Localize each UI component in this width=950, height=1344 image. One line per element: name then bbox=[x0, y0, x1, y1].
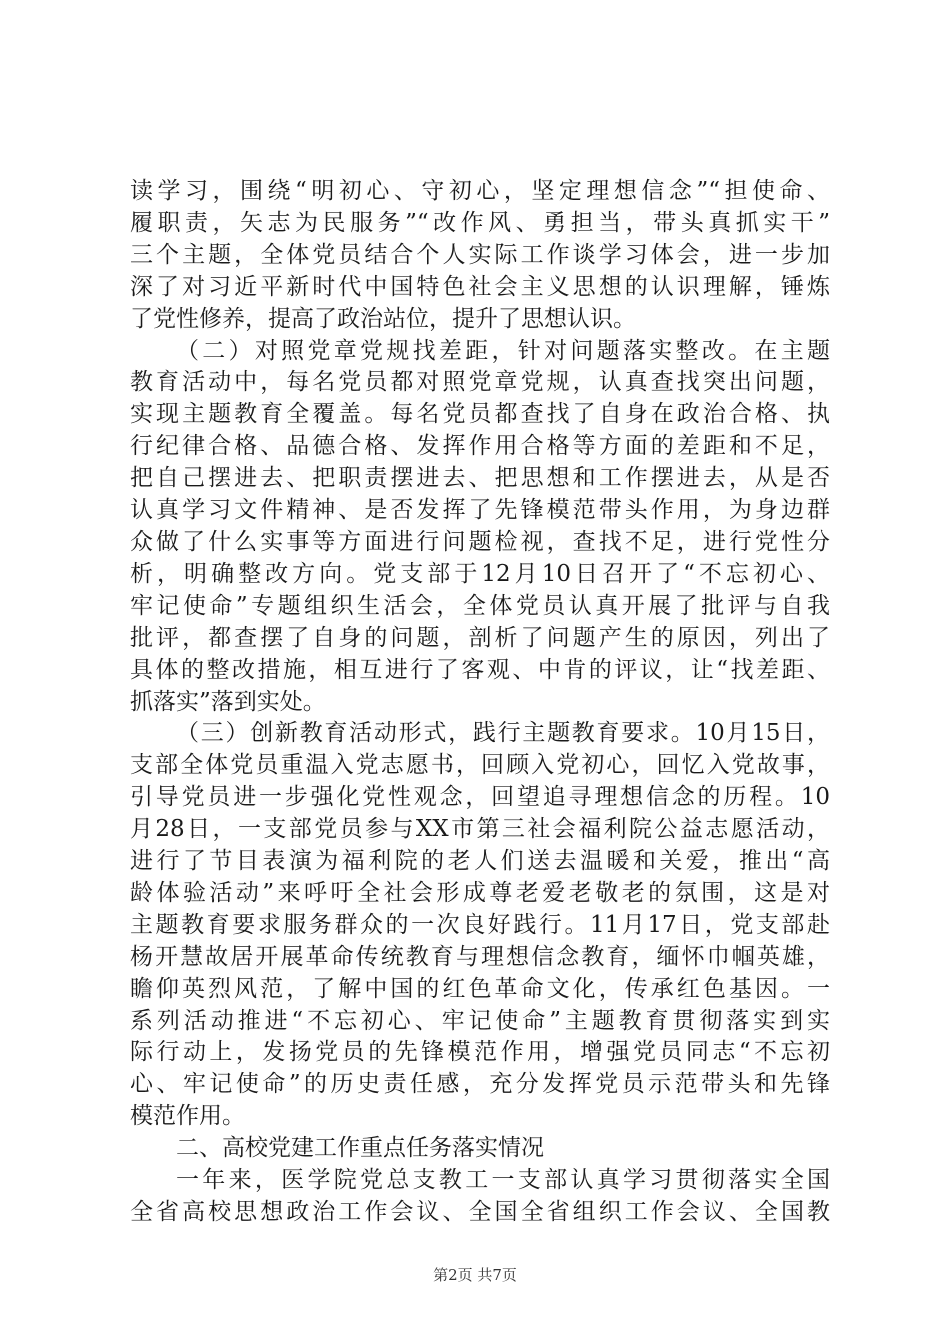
text-line: 龄体验活动”来呼吁全社会形成尊老爱老敬老的氛围，这是对 bbox=[130, 879, 830, 906]
text-line: 心、牢记使命”的历史责任感，充分发挥党员示范带头和先锋 bbox=[130, 1071, 830, 1098]
text-line: 了党性修养，提高了政治站位，提升了思想认识。 bbox=[130, 305, 636, 332]
text-line: 模范作用。 bbox=[130, 1103, 245, 1130]
section-heading-line: 二、高校党建工作重点任务落实情况 bbox=[176, 1135, 544, 1162]
text-line: 抓落实”落到实处。 bbox=[130, 688, 326, 715]
text-line: 具体的整改措施，相互进行了客观、中肯的评议，让“找差距、 bbox=[130, 656, 830, 683]
text-line: 进行了节目表演为福利院的老人们送去温暖和关爱，推出“高 bbox=[130, 848, 830, 875]
text-line: 牢记使命”专题组织生活会，全体党员认真开展了批评与自我 bbox=[130, 592, 830, 619]
page-number: 第2页 共7页 bbox=[433, 1266, 517, 1284]
text-line: 读学习，围绕“明初心、守初心，坚定理想信念”“担使命、 bbox=[130, 178, 830, 204]
text-line: 主题教育要求服务群众的一次良好践行。11月17日，党支部赴 bbox=[130, 911, 830, 938]
text-line: 众做了什么实事等方面进行问题检视，查找不足，进行党性分 bbox=[130, 528, 830, 555]
text-line: 析，明确整改方向。党支部于12月10日召开了“不忘初心、 bbox=[130, 560, 830, 587]
text-line: 一年来，医学院党总支教工一支部认真学习贯彻落实全国 bbox=[176, 1167, 830, 1194]
page-footer bbox=[0, 1265, 950, 1285]
paragraph-study-topics bbox=[130, 176, 830, 336]
text-line: 三个主题，全体党员结合个人实际工作谈学习体会，进一步加 bbox=[130, 241, 830, 268]
text-line: 履职责，矢志为民服务”“改作风、勇担当，带头真抓实干” bbox=[130, 209, 830, 236]
section-heading-line: （三）创新教育活动形式，践行主题教育要求。10月15日， bbox=[176, 720, 830, 747]
text-line: 月28日，一支部党员参与XX市第三社会福利院公益志愿活动， bbox=[130, 816, 830, 843]
text-line: 认真学习文件精神、是否发挥了先锋模范带头作用，为身边群 bbox=[130, 497, 830, 524]
text-line: 际行动上，发扬党员的先锋模范作用，增强党员同志“不忘初 bbox=[130, 1039, 830, 1066]
text-line: 杨开慧故居开展革命传统教育与理想信念教育，缅怀巾帼英雄， bbox=[130, 943, 830, 970]
text-line: 全省高校思想政治工作会议、全国全省组织工作会议、全国教 bbox=[130, 1199, 830, 1225]
text-line: 批评，都查摆了自身的问题，剖析了问题产生的原因，列出了 bbox=[130, 624, 830, 651]
paragraph-year-review bbox=[130, 1165, 830, 1229]
text-line: 系列活动推进“不忘初心、牢记使命”主题教育贯彻落实到实 bbox=[130, 1007, 830, 1034]
paragraph-rectification bbox=[130, 336, 830, 719]
text-line: 深了对习近平新时代中国特色社会主义思想的认识理解，锤炼 bbox=[130, 273, 830, 300]
text-line: 引导党员进一步强化党性观念，回望追寻理想信念的历程。10 bbox=[130, 784, 830, 811]
text-line: 行纪律合格、品德合格、发挥作用合格等方面的差距和不足， bbox=[130, 433, 830, 460]
text-line: 支部全体党员重温入党志愿书，回顾入党初心，回忆入党故事， bbox=[130, 752, 830, 779]
text-line: 把自己摆进去、把职责摆进去、把思想和工作摆进去，从是否 bbox=[130, 465, 830, 492]
section-heading-key-tasks bbox=[130, 1133, 830, 1165]
text-line: 教育活动中，每名党员都对照党章党规，认真查找突出问题， bbox=[130, 369, 830, 396]
text-line: 实现主题教育全覆盖。每名党员都查找了自身在政治合格、执 bbox=[130, 401, 830, 428]
document-body bbox=[130, 176, 830, 1229]
text-line: 瞻仰英烈风范，了解中国的红色革命文化，传承红色基因。一 bbox=[130, 975, 830, 1002]
paragraph-activities bbox=[130, 718, 830, 1133]
section-heading-line: （二）对照党章党规找差距，针对问题落实整改。在主题 bbox=[176, 337, 830, 364]
